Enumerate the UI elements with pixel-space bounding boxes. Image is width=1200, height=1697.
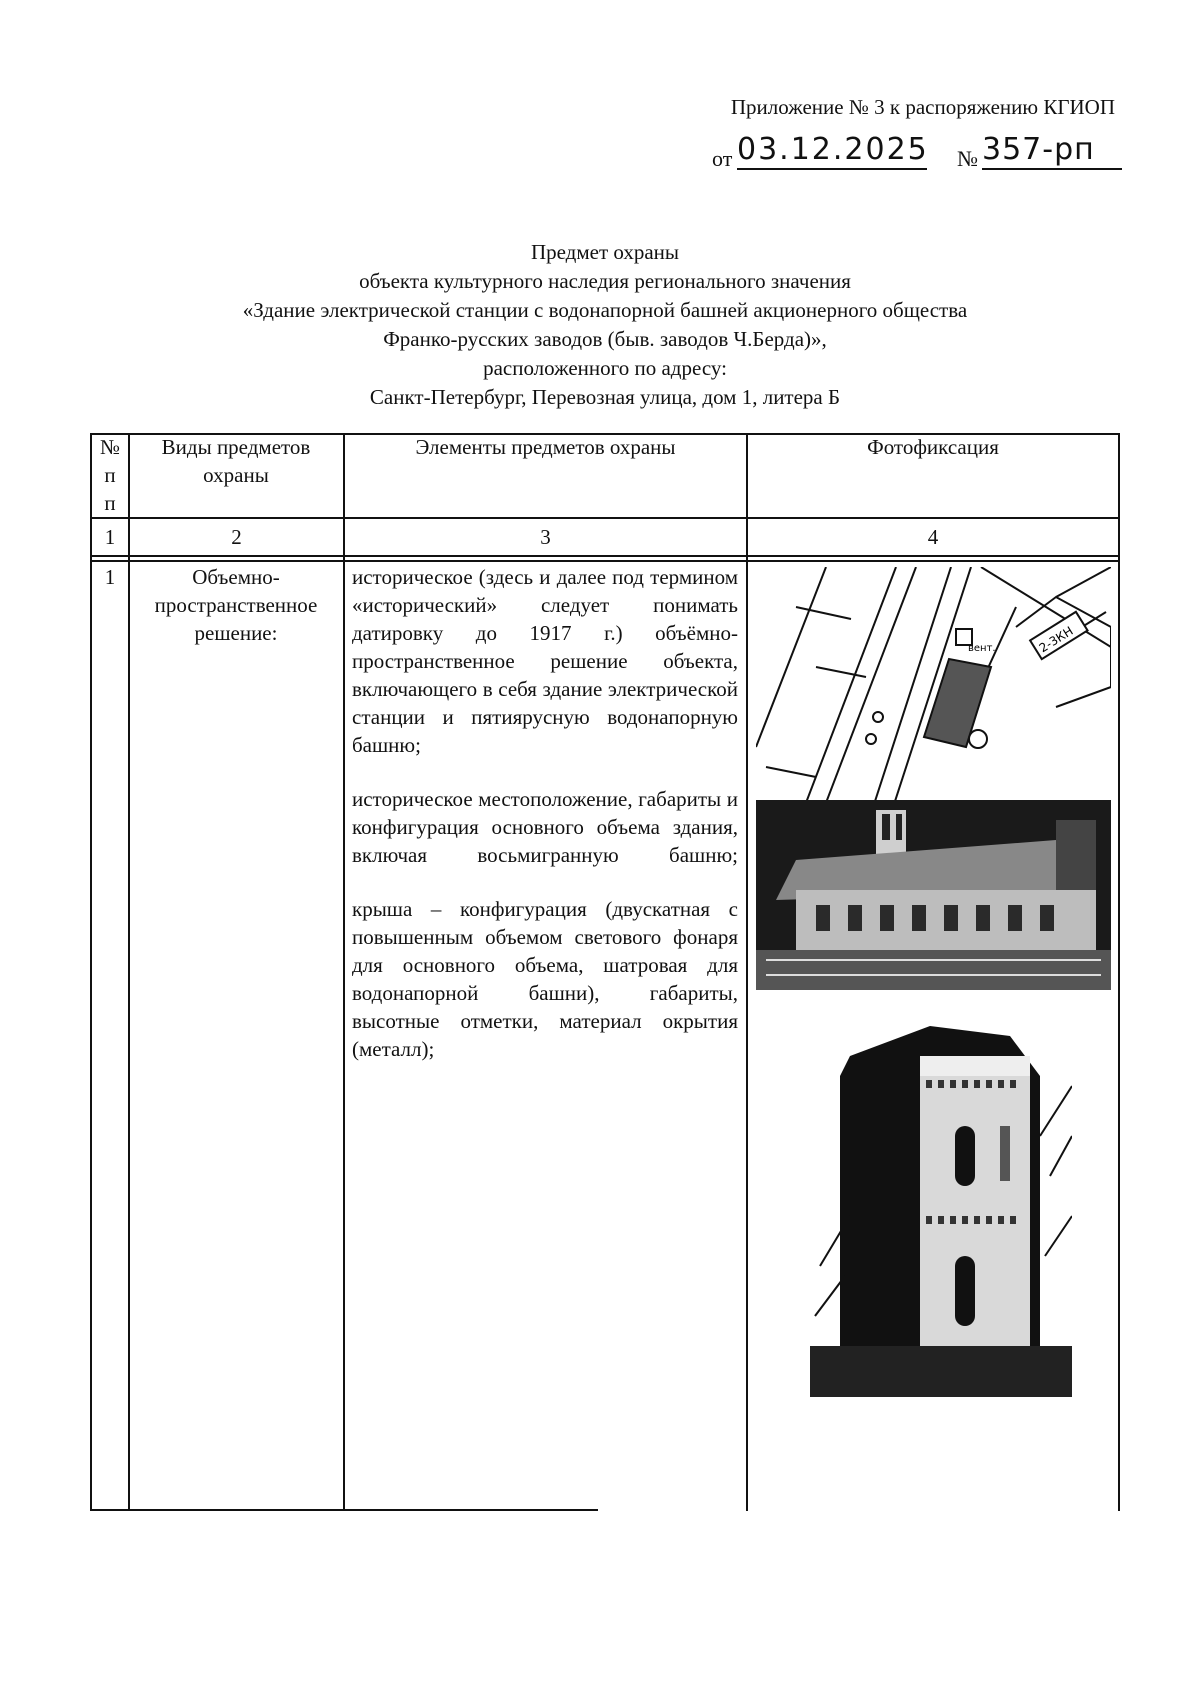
table-rule	[1118, 433, 1120, 1511]
header-type: Виды предметов охраны	[161, 435, 311, 487]
header-num	[92, 433, 128, 517]
title-line: объекта культурного наследия регионального значения	[359, 269, 851, 293]
building-photo	[756, 800, 1111, 990]
col-number: 4	[927, 525, 939, 549]
title-line: Предмет охраны	[530, 240, 680, 264]
table-rule	[746, 433, 748, 1511]
table-rule	[343, 433, 345, 1511]
map-building-label: 2-3КН	[1036, 623, 1076, 656]
table-rule	[90, 433, 92, 1511]
protection-elements	[352, 563, 738, 1089]
col-number: 2	[231, 525, 242, 549]
protection-table	[90, 433, 1120, 1511]
element-paragraph: историческое местоположение, габариты и конфигурация основного объема здания, включая восьмигранную башню;	[352, 787, 738, 867]
order-number: 357-рп	[982, 132, 1122, 170]
table-rule	[90, 560, 1120, 562]
date-prefix: от	[712, 146, 733, 171]
number-prefix: №	[957, 146, 978, 171]
site-plan-image	[756, 567, 1111, 829]
title-line: расположенного по адресу:	[483, 356, 727, 380]
order-date: 03.12.2025	[737, 132, 927, 170]
title-line: «Здание электрической станции с водонапорной башней акционерного общества	[242, 298, 968, 322]
col-number: 1	[104, 525, 116, 549]
appendix-label: Приложение № 3 к распоряжению КГИОП	[730, 95, 1115, 119]
header-num-line: п	[104, 463, 116, 487]
header-num-line: п	[104, 491, 116, 515]
table-rule	[128, 433, 130, 1511]
element-paragraph: историческое (здесь и далее под термином «исторический» следует понимать датировку до 1917 г.) объёмно-пространственное решение объекта, включающего в себя здание электрической станции и пятиярусную водонапорную башню;	[352, 565, 738, 757]
header-elements: Элементы предметов охраны	[415, 435, 676, 459]
header-num-line: №	[99, 435, 121, 459]
document-title	[90, 238, 1120, 412]
water-tower-photo	[810, 1016, 1072, 1397]
map-small-label: вент.	[968, 643, 996, 654]
order-reference	[712, 132, 1124, 176]
title-line: Санкт-Петербург, Перевозная улица, дом 1, литера Б	[369, 385, 841, 409]
row-number: 1	[104, 565, 116, 589]
element-paragraph: крыша – конфигурация (двускатная с повышенным объемом светового фонаря для основного объема, шатровая для водонапорной башни), габариты, высотные отметки, материал окрытия (металл);	[352, 897, 738, 1061]
table-rule	[90, 517, 1120, 519]
table-rule	[90, 555, 1120, 557]
col-number: 3	[540, 525, 551, 549]
header-photo: Фотофиксация	[867, 435, 999, 459]
protection-type: Объемно-пространственное решение:	[154, 565, 318, 645]
title-line: Франко-русских заводов (быв. заводов Ч.Берда)»,	[383, 327, 827, 351]
